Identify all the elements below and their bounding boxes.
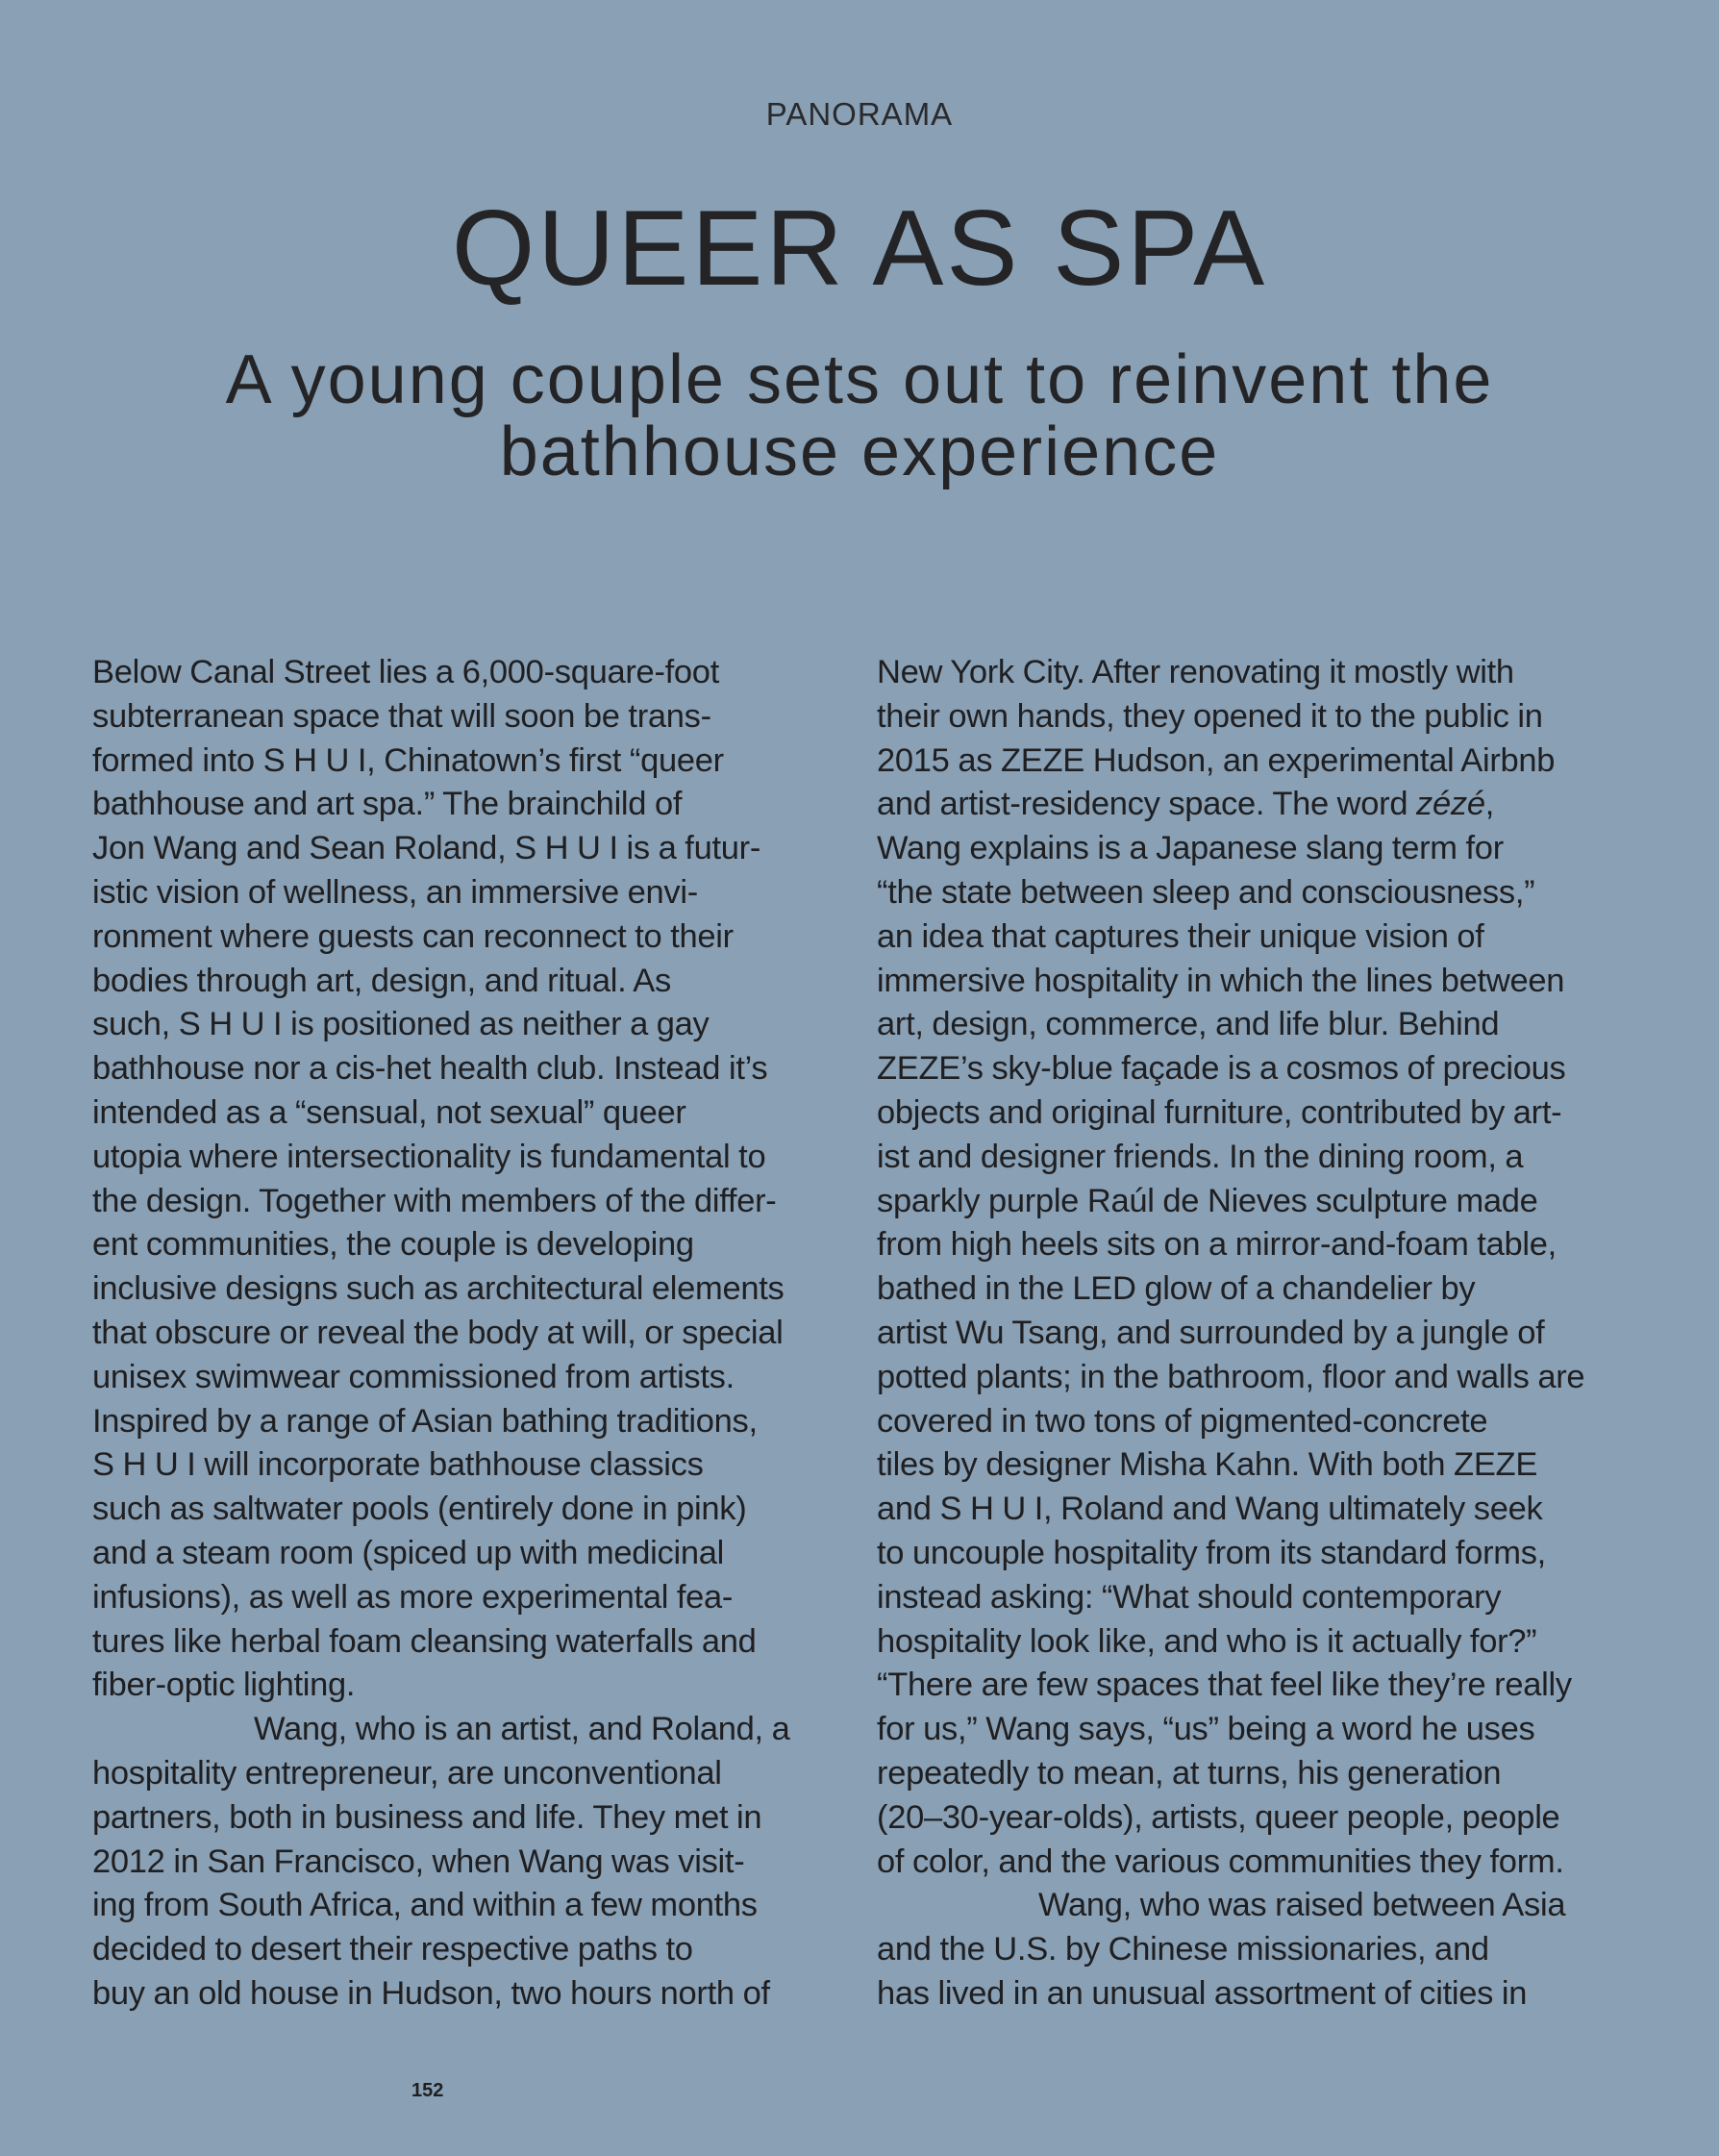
subtitle-line: A young couple sets out to reinvent the xyxy=(225,341,1494,418)
body-line: “the state between sleep and consciousness,” xyxy=(877,873,1535,911)
body-line: Jon Wang and Sean Roland, S H U I is a futur- xyxy=(92,830,761,867)
body-line: ZEZE’s sky-blue façade is a cosmos of precious xyxy=(877,1050,1566,1088)
body-line: and the U.S. by Chinese missionaries, and xyxy=(877,1931,1489,1968)
body-line: fiber-optic lighting. xyxy=(92,1667,356,1704)
body-line: has lived in an unusual assortment of cities in xyxy=(877,1974,1528,2012)
body-line: objects and original furniture, contributed by art- xyxy=(877,1093,1562,1131)
body-line: hospitality entrepreneur, are unconventional xyxy=(92,1754,722,1792)
body-line: of color, and the various communities they form. xyxy=(877,1843,1564,1880)
body-line: such as saltwater pools (entirely done in pink) xyxy=(92,1491,747,1528)
body-line: ronment where guests can reconnect to their xyxy=(92,917,734,955)
body-line: bodies through art, design, and ritual. As xyxy=(92,962,671,999)
body-line: 2012 in San Francisco, when Wang was visit- xyxy=(92,1843,745,1880)
body-line: to uncouple hospitality from its standard forms, xyxy=(877,1534,1546,1571)
section-label: PANORAMA xyxy=(765,96,954,132)
body-line: (20–30-year-olds), artists, queer people, people xyxy=(877,1798,1560,1836)
body-line: New York City. After renovating it mostly with xyxy=(877,654,1514,690)
body-line: ist and designer friends. In the dining room, a xyxy=(877,1138,1524,1175)
body-line: bathed in the LED glow of a chandelier by xyxy=(877,1270,1476,1308)
body-line: decided to desert their respective paths to xyxy=(92,1931,693,1968)
body-line: formed into S H U I, Chinatown’s first “queer xyxy=(92,741,724,779)
body-line: bathhouse nor a cis-het health club. Instead it’s xyxy=(92,1050,768,1088)
body-line xyxy=(877,783,1632,827)
body-line: that obscure or reveal the body at will, or special xyxy=(92,1314,784,1351)
body-line: infusions), as well as more experimental fea- xyxy=(92,1578,734,1616)
article-title: QUEER AS SPA xyxy=(451,188,1268,308)
body-line: bathhouse and art spa.” The brainchild of xyxy=(92,786,683,823)
body-line: covered in two tons of pigmented-concrete xyxy=(877,1402,1488,1440)
page-number: 152 xyxy=(411,2080,444,2101)
body-line: Inspired by a range of Asian bathing traditions, xyxy=(92,1402,758,1440)
body-line: unisex swimwear commissioned from artists. xyxy=(92,1358,735,1395)
body-line: potted plants; in the bathroom, floor and walls are xyxy=(877,1358,1585,1395)
body-line: artist Wu Tsang, and surrounded by a jungle of xyxy=(877,1314,1545,1351)
body-line: for us,” Wang says, “us” being a word he uses xyxy=(877,1711,1535,1748)
subtitle-line: bathhouse experience xyxy=(499,414,1220,490)
body-line: tiles by designer Misha Kahn. With both ZEZE xyxy=(877,1446,1538,1484)
body-column-right xyxy=(877,651,1632,2017)
body-line: their own hands, they opened it to the public in xyxy=(877,697,1543,735)
body-column-left xyxy=(92,651,847,2017)
body-line: such, S H U I is positioned as neither a gay xyxy=(92,1006,710,1043)
body-line: from high heels sits on a mirror-and-foam table, xyxy=(877,1226,1557,1264)
body-line: and S H U I, Roland and Wang ultimately seek xyxy=(877,1491,1543,1528)
body-line: sparkly purple Raúl de Nieves sculpture made xyxy=(877,1182,1538,1219)
body-line: Wang explains is a Japanese slang term for xyxy=(877,830,1504,867)
body-line: the design. Together with members of the differ- xyxy=(92,1182,777,1219)
body-line: utopia where intersectionality is fundamental to xyxy=(92,1138,766,1175)
body-text: and artist-residency space. The word xyxy=(877,786,1417,823)
body-line: 2015 as ZEZE Hudson, an experimental Airbnb xyxy=(877,741,1556,779)
body-line: subterranean space that will soon be trans- xyxy=(92,697,711,735)
body-line-paragraph-start: Wang, who was raised between Asia xyxy=(1038,1887,1566,1924)
body-line: inclusive designs such as architectural elements xyxy=(92,1270,785,1308)
body-line: art, design, commerce, and life blur. Behind xyxy=(877,1006,1500,1043)
body-line: an idea that captures their unique vision of xyxy=(877,917,1484,955)
body-line: instead asking: “What should contemporary xyxy=(877,1578,1502,1616)
body-line: repeatedly to mean, at turns, his generation xyxy=(877,1754,1502,1792)
body-line: “There are few spaces that feel like they’re really xyxy=(877,1667,1572,1704)
body-line: buy an old house in Hudson, two hours north of xyxy=(92,1974,770,2012)
italic-word: zézé xyxy=(1416,786,1485,823)
body-line: intended as a “sensual, not sexual” queer xyxy=(92,1093,686,1131)
body-line: Below Canal Street lies a 6,000-square-foot xyxy=(92,654,719,690)
body-line: S H U I will incorporate bathhouse classics xyxy=(92,1446,704,1484)
article-subtitle xyxy=(115,341,1604,490)
body-line: istic vision of wellness, an immersive envi- xyxy=(92,873,698,911)
body-line: partners, both in business and life. They met in xyxy=(92,1798,762,1836)
body-line: immersive hospitality in which the lines between xyxy=(877,962,1565,999)
body-line: and a steam room (spiced up with medicinal xyxy=(92,1534,724,1571)
body-line: hospitality look like, and who is it actually for?” xyxy=(877,1622,1537,1660)
body-line: ent communities, the couple is developing xyxy=(92,1226,694,1264)
body-line: tures like herbal foam cleansing waterfalls and xyxy=(92,1622,757,1660)
body-text: , xyxy=(1484,786,1495,823)
body-line-paragraph-start: Wang, who is an artist, and Roland, a xyxy=(254,1711,790,1748)
body-line: ing from South Africa, and within a few months xyxy=(92,1887,758,1924)
